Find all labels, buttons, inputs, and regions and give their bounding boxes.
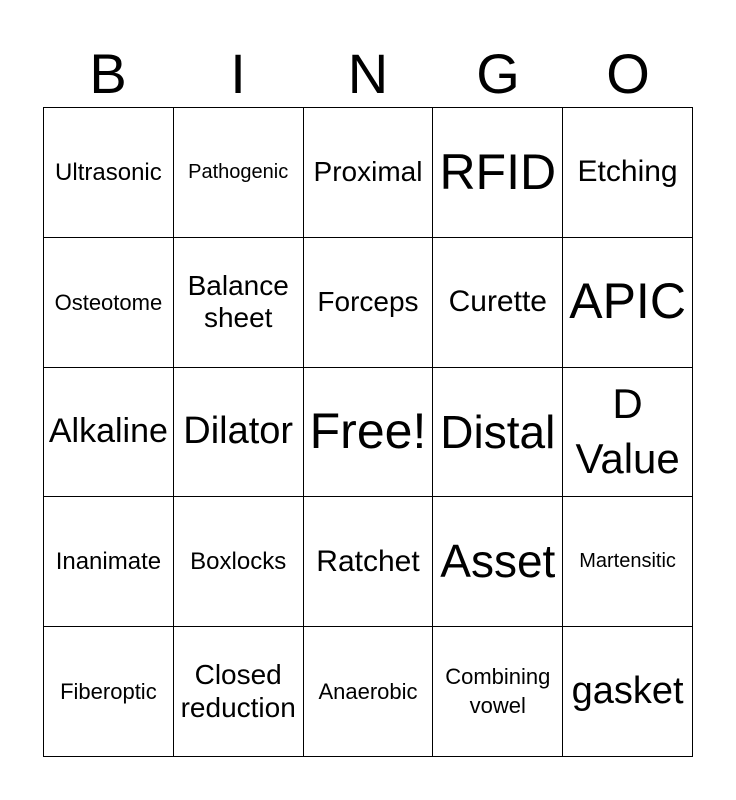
cell-text: Pathogenic	[188, 160, 289, 183]
cell-text: Combining vowel	[445, 664, 551, 718]
bingo-cell[interactable]	[44, 368, 174, 498]
header-letter-g: G	[476, 42, 520, 105]
cell-text: Dilator	[183, 410, 294, 453]
cell-text: D Value	[575, 380, 680, 482]
cell-text: Curette	[448, 284, 547, 318]
cell-text: Osteotome	[54, 289, 163, 315]
bingo-cell[interactable]	[433, 497, 563, 627]
bingo-cell[interactable]	[304, 627, 434, 757]
bingo-cell[interactable]	[44, 497, 174, 627]
cell-text: Proximal	[313, 156, 423, 188]
bingo-cell[interactable]	[174, 368, 304, 498]
bingo-cell[interactable]	[304, 497, 434, 627]
header-letter-o: O	[606, 42, 650, 105]
bingo-cell[interactable]	[304, 108, 434, 238]
bingo-cell[interactable]	[174, 108, 304, 238]
bingo-cell[interactable]	[44, 627, 174, 757]
bingo-cell[interactable]	[174, 497, 304, 627]
free-space-cell[interactable]	[304, 368, 434, 498]
cell-text: Alkaline	[48, 412, 168, 451]
bingo-cell[interactable]	[174, 238, 304, 368]
cell-text: Balance sheet	[187, 270, 289, 334]
cell-text: Closed reduction	[180, 659, 296, 723]
header-letter-b: B	[89, 42, 127, 105]
bingo-cell[interactable]	[174, 627, 304, 757]
free-space-text: Free!	[309, 403, 427, 460]
cell-text: Distal	[440, 405, 556, 458]
cell-text: Ratchet	[316, 544, 420, 578]
cell-text: Boxlocks	[190, 547, 287, 575]
bingo-cell[interactable]	[563, 497, 693, 627]
cell-text: Forceps	[317, 286, 419, 318]
bingo-cell[interactable]	[563, 238, 693, 368]
bingo-cell[interactable]	[563, 108, 693, 238]
bingo-cell[interactable]	[44, 238, 174, 368]
bingo-cell[interactable]	[433, 108, 563, 238]
cell-text: Asset	[440, 535, 556, 588]
cell-text: Etching	[577, 155, 678, 189]
cell-text: RFID	[439, 143, 557, 200]
bingo-cell[interactable]	[44, 108, 174, 238]
cell-text: Inanimate	[55, 547, 162, 575]
bingo-card	[43, 107, 693, 757]
bingo-cell[interactable]	[433, 368, 563, 498]
cell-text: Anaerobic	[318, 678, 418, 704]
cell-text: APIC	[569, 273, 686, 330]
bingo-cell[interactable]	[433, 627, 563, 757]
cell-text: Martensitic	[579, 550, 676, 573]
bingo-cell[interactable]	[563, 627, 693, 757]
bingo-cell[interactable]	[433, 238, 563, 368]
header-letter-n: N	[347, 42, 389, 105]
cell-text: Ultrasonic	[55, 158, 162, 186]
bingo-cell[interactable]	[304, 238, 434, 368]
cell-text: gasket	[571, 669, 684, 712]
bingo-header	[43, 40, 693, 108]
header-letter-i: I	[230, 42, 246, 105]
cell-text: Fiberoptic	[60, 678, 157, 704]
bingo-cell[interactable]	[563, 368, 693, 498]
